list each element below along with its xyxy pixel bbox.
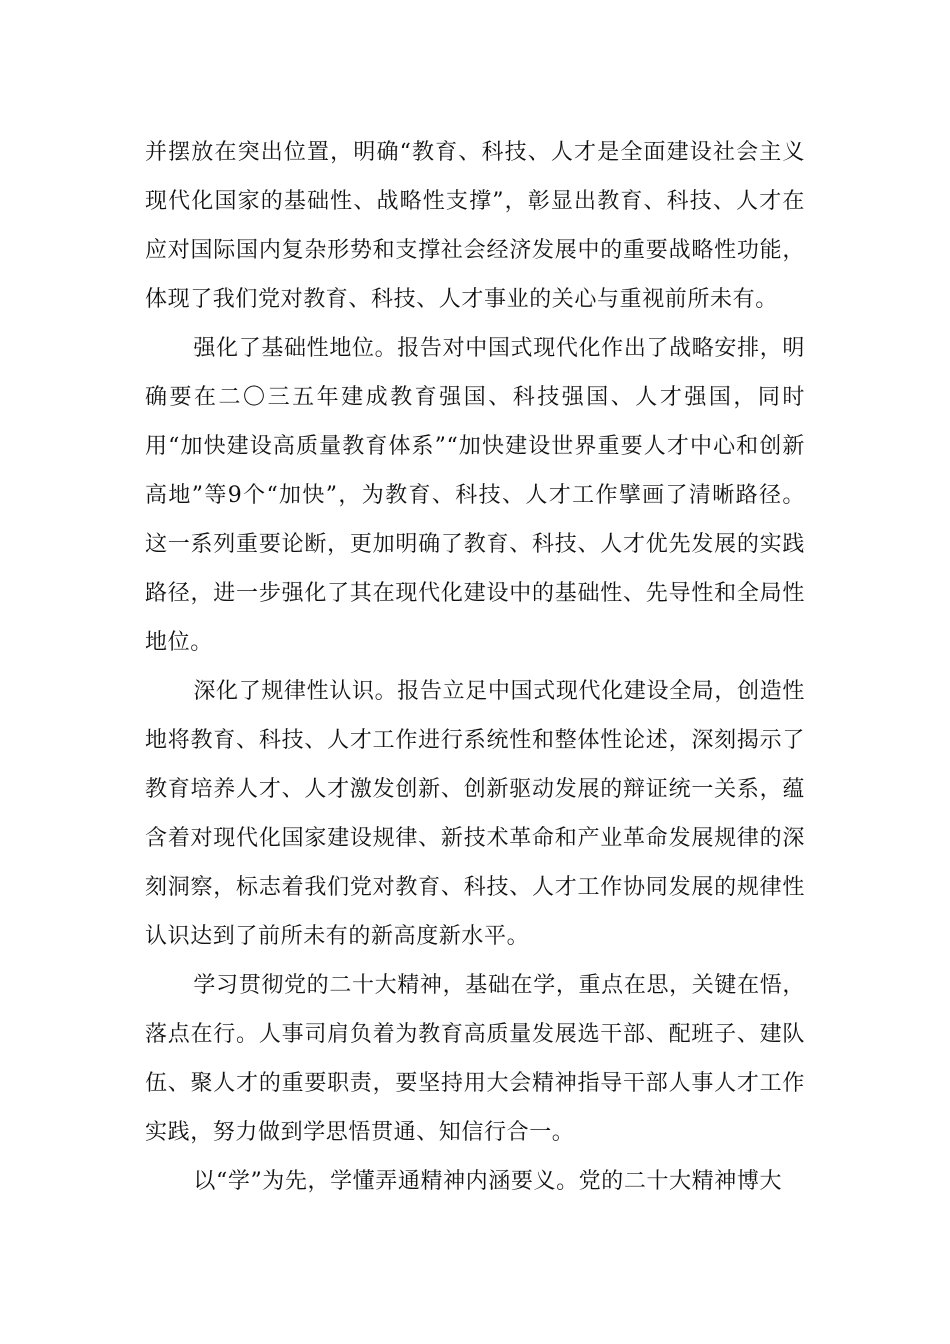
paragraph-4: 学习贯彻党的二十大精神，基础在学，重点在思，关键在悟，落点在行。人事司肩负着为教育高质量发展选干部、配班子、建队伍、聚人才的重要职责，要坚持用大会精神指导干部人事人才工作实践，努力做到学思悟贯通、知信行合一。 <box>145 973 805 1145</box>
paragraph-5: 以“学”为先，学懂弄通精神内涵要义。党的二十大精神博大 <box>193 1169 783 1194</box>
document-page <box>145 128 805 1206</box>
paragraph-3: 深化了规律性认识。报告立足中国式现代化建设全局，创造性地将教育、科技、人才工作进行系统性和整体性论述，深刻揭示了教育培养人才、人才激发创新、创新驱动发展的辩证统一关系，蕴含着对现代化国家建设规律、新技术革命和产业革命发展规律的深刻洞察，标志着我们党对教育、科技、人才工作协同发展的规律性认识达到了前所未有的新高度新水平。 <box>145 679 805 949</box>
paragraph-1: 并摆放在突出位置，明确“教育、科技、人才是全面建设社会主义现代化国家的基础性、战略性支撑”，彰显出教育、科技、人才在应对国际国内复杂形势和支撑社会经济发展中的重要战略性功能，体现了我们党对教育、科技、人才事业的关心与重视前所未有。 <box>145 140 805 312</box>
paragraph-2: 强化了基础性地位。报告对中国式现代化作出了战略安排，明确要在二〇三五年建成教育强国、科技强国、人才强国，同时用“加快建设高质量教育体系”“加快建设世界重要人才中心和创新高地”等9个“加快”，为教育、科技、人才工作擘画了清晰路径。这一系列重要论断，更加明确了教育、科技、人才优先发展的实践路径，进一步强化了其在现代化建设中的基础性、先导性和全局性地位。 <box>145 336 805 655</box>
